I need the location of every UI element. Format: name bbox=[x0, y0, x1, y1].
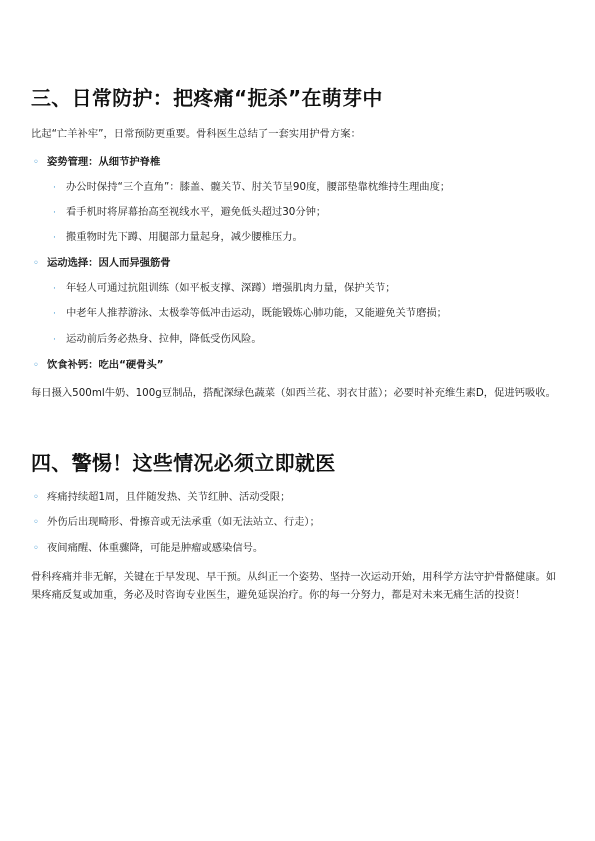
list-item bbox=[53, 281, 396, 296]
dot-bullet-icon: · bbox=[53, 183, 56, 193]
group-diet-title: 饮食补钙：吃出“硬骨头” bbox=[47, 359, 164, 371]
dot-bullet-icon: · bbox=[53, 284, 56, 294]
list-item-text: 年轻人可通过抗阻训练（如平板支撑、深蹲）增强肌肉力量，保护关节； bbox=[66, 282, 396, 294]
group-diet bbox=[33, 358, 164, 373]
list-item bbox=[33, 515, 320, 530]
group-posture bbox=[33, 155, 160, 170]
dot-bullet-icon: · bbox=[53, 335, 56, 345]
dot-bullet-icon: · bbox=[53, 309, 56, 319]
list-item bbox=[53, 230, 303, 245]
circle-bullet-icon: ◦ bbox=[33, 492, 39, 503]
circle-bullet-icon: ◦ bbox=[33, 258, 39, 269]
list-item bbox=[53, 180, 450, 195]
list-item-text: 外伤后出现畸形、骨擦音或无法承重（如无法站立、行走）； bbox=[47, 516, 320, 528]
list-item-text: 疼痛持续超1周，且伴随发热、关节红肿、活动受限； bbox=[47, 491, 291, 503]
dot-bullet-icon: · bbox=[53, 233, 56, 243]
circle-bullet-icon: ◦ bbox=[33, 360, 39, 371]
circle-bullet-icon: ◦ bbox=[33, 517, 39, 528]
section3-intro: 比起“亡羊补牢”，日常预防更重要。骨科医生总结了一套实用护骨方案： bbox=[31, 128, 361, 140]
list-item-text: 办公时保持“三个直角”：膝盖、髋关节、肘关节呈90度，腰部垫靠枕维持生理曲度； bbox=[66, 181, 451, 193]
circle-bullet-icon: ◦ bbox=[33, 157, 39, 168]
list-item bbox=[33, 490, 290, 505]
list-item bbox=[53, 332, 262, 347]
circle-bullet-icon: ◦ bbox=[33, 543, 39, 554]
diet-paragraph: 每日摄入500ml牛奶、100g豆制品，搭配深绿色蔬菜（如西兰花、羽衣甘蓝）；必要时补充维生素D，促进钙吸收。 bbox=[31, 387, 556, 399]
list-item-text: 看手机时将屏幕抬高至视线水平，避免低头超过30分钟； bbox=[66, 206, 327, 218]
list-item-text: 夜间痛醒、体重骤降，可能是肿瘤或感染信号。 bbox=[47, 542, 264, 554]
closing-paragraph: 骨科疼痛并非无解，关键在于早发现、早干预。从纠正一个姿势、坚持一次运动开始，用科学方法守护骨骼健康。如果疼痛反复或加重，务必及时咨询专业医生，避免延误治疗。你的每一分努力，都是对未来无痛生活的投资！ bbox=[31, 571, 557, 601]
list-item bbox=[33, 541, 263, 556]
list-item-text: 运动前后务必热身、拉伸，降低受伤风险。 bbox=[66, 333, 262, 345]
list-item-text: 中老年人推荐游泳、太极拳等低冲击运动，既能锻炼心肺功能，又能避免关节磨损； bbox=[66, 307, 447, 319]
list-item bbox=[53, 306, 447, 321]
list-item-text: 搬重物时先下蹲、用腿部力量起身，减少腰椎压力。 bbox=[66, 231, 303, 243]
dot-bullet-icon: · bbox=[53, 208, 56, 218]
list-item bbox=[53, 205, 326, 220]
section4-heading: 四、警惕！这些情况必须立即就医 bbox=[31, 451, 336, 475]
group-exercise-title: 运动选择：因人而异强筋骨 bbox=[47, 257, 171, 269]
section3-heading: 三、日常防护：把疼痛“扼杀”在萌芽中 bbox=[31, 86, 383, 110]
group-exercise bbox=[33, 256, 171, 271]
group-posture-title: 姿势管理：从细节护脊椎 bbox=[47, 156, 161, 168]
